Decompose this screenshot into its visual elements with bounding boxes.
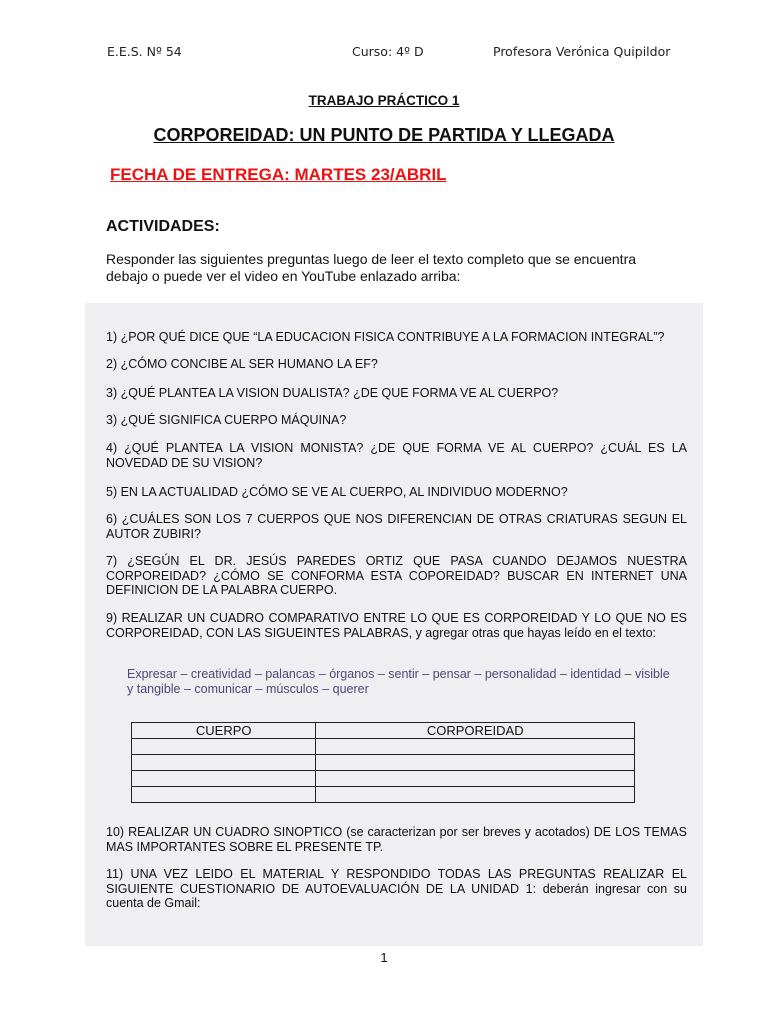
question-item: 10) REALIZAR UN CUADRO SINOPTICO (se caracterizan por ser breves y acotados) DE LOS TEMAS MAS IMPORTANTES SOBRE EL PRESENTE TP. xyxy=(106,825,687,854)
table-cell xyxy=(132,771,316,787)
question-item: 3) ¿QUÉ SIGNIFICA CUERPO MÁQUINA? xyxy=(106,413,347,427)
table-row xyxy=(132,771,635,787)
activities-heading: ACTIVIDADES: xyxy=(106,218,220,235)
table-row xyxy=(132,755,635,771)
word-list: Expresar – creatividad – palancas – órganos – sentir – pensar – personalidad – identidad – visible y tangible – comunicar – músculos – querer xyxy=(127,667,670,696)
table-header-cuerpo: CUERPO xyxy=(132,723,316,739)
table-row xyxy=(132,739,635,755)
table-cell xyxy=(316,755,635,771)
page-number: 1 xyxy=(380,950,388,965)
question-item: 11) UNA VEZ LEIDO EL MATERIAL Y RESPONDIDO TODAS LAS PREGUNTAS REALIZAR EL SIGUIENTE CUESTIONARIO DE AUTOEVALUACIÓN DE LA UNIDAD 1: deberán ingresar con su cuenta de Gmail: xyxy=(106,867,687,910)
table-header-row xyxy=(132,723,635,739)
question-item: 9) REALIZAR UN CUADRO COMPARATIVO ENTRE LO QUE ES CORPOREIDAD Y LO QUE NO ES CORPOREIDAD, CON LAS SIGUEINTES PALABRAS, y agregar otras que hayas leído en el texto: xyxy=(106,611,687,640)
header-teacher: Profesora Verónica Quipildor xyxy=(493,44,671,59)
table-cell xyxy=(132,787,316,803)
question-item: 1) ¿POR QUÉ DICE QUE “LA EDUCACION FISICA CONTRIBUYE A LA FORMACION INTEGRAL”? xyxy=(106,330,665,344)
intro-paragraph: Responder las siguientes preguntas luego de leer el texto completo que se encuentra debajo o puede ver el video en YouTube enlazado arriba: xyxy=(106,251,637,284)
document-subtitle: CORPOREIDAD: UN PUNTO DE PARTIDA Y LLEGADA xyxy=(153,125,615,145)
question-item: 2) ¿CÓMO CONCIBE AL SER HUMANO LA EF? xyxy=(106,357,378,371)
table-row xyxy=(132,787,635,803)
header-school: E.E.S. Nº 54 xyxy=(107,44,182,59)
question-item: 4) ¿QUÉ PLANTEA LA VISION MONISTA? ¿DE QUE FORMA VE AL CUERPO? ¿CUÁL ES LA NOVEDAD DE SU VISION? xyxy=(106,441,687,470)
comparison-table xyxy=(131,722,635,803)
table-cell xyxy=(316,787,635,803)
table-cell xyxy=(316,739,635,755)
table-cell xyxy=(132,755,316,771)
header-course: Curso: 4º D xyxy=(352,44,424,59)
question-item: 5) EN LA ACTUALIDAD ¿CÓMO SE VE AL CUERPO, AL INDIVIDUO MODERNO? xyxy=(106,485,568,499)
table-cell xyxy=(316,771,635,787)
question-item: 7) ¿SEGÚN EL DR. JESÚS PAREDES ORTIZ QUE PASA CUANDO DEJAMOS NUESTRA CORPOREIDAD? ¿CÓMO SE CONFORMA ESTA COPOREIDAD? BUSCAR EN INTERNET UNA DEFINICION DE LA PALABRA CUERPO. xyxy=(106,554,687,597)
question-item: 3) ¿QUÉ PLANTEA LA VISION DUALISTA? ¿DE QUE FORMA VE AL CUERPO? xyxy=(106,386,559,400)
table-header-corporeidad: CORPOREIDAD xyxy=(316,723,635,739)
deadline-text: FECHA DE ENTREGA: MARTES 23/ABRIL xyxy=(110,165,447,184)
question-item: 6) ¿CUÁLES SON LOS 7 CUERPOS QUE NOS DIFERENCIAN DE OTRAS CRIATURAS SEGUN EL AUTOR ZUBIRI? xyxy=(106,512,687,541)
table-cell xyxy=(132,739,316,755)
document-title: TRABAJO PRÁCTICO 1 xyxy=(308,93,460,108)
